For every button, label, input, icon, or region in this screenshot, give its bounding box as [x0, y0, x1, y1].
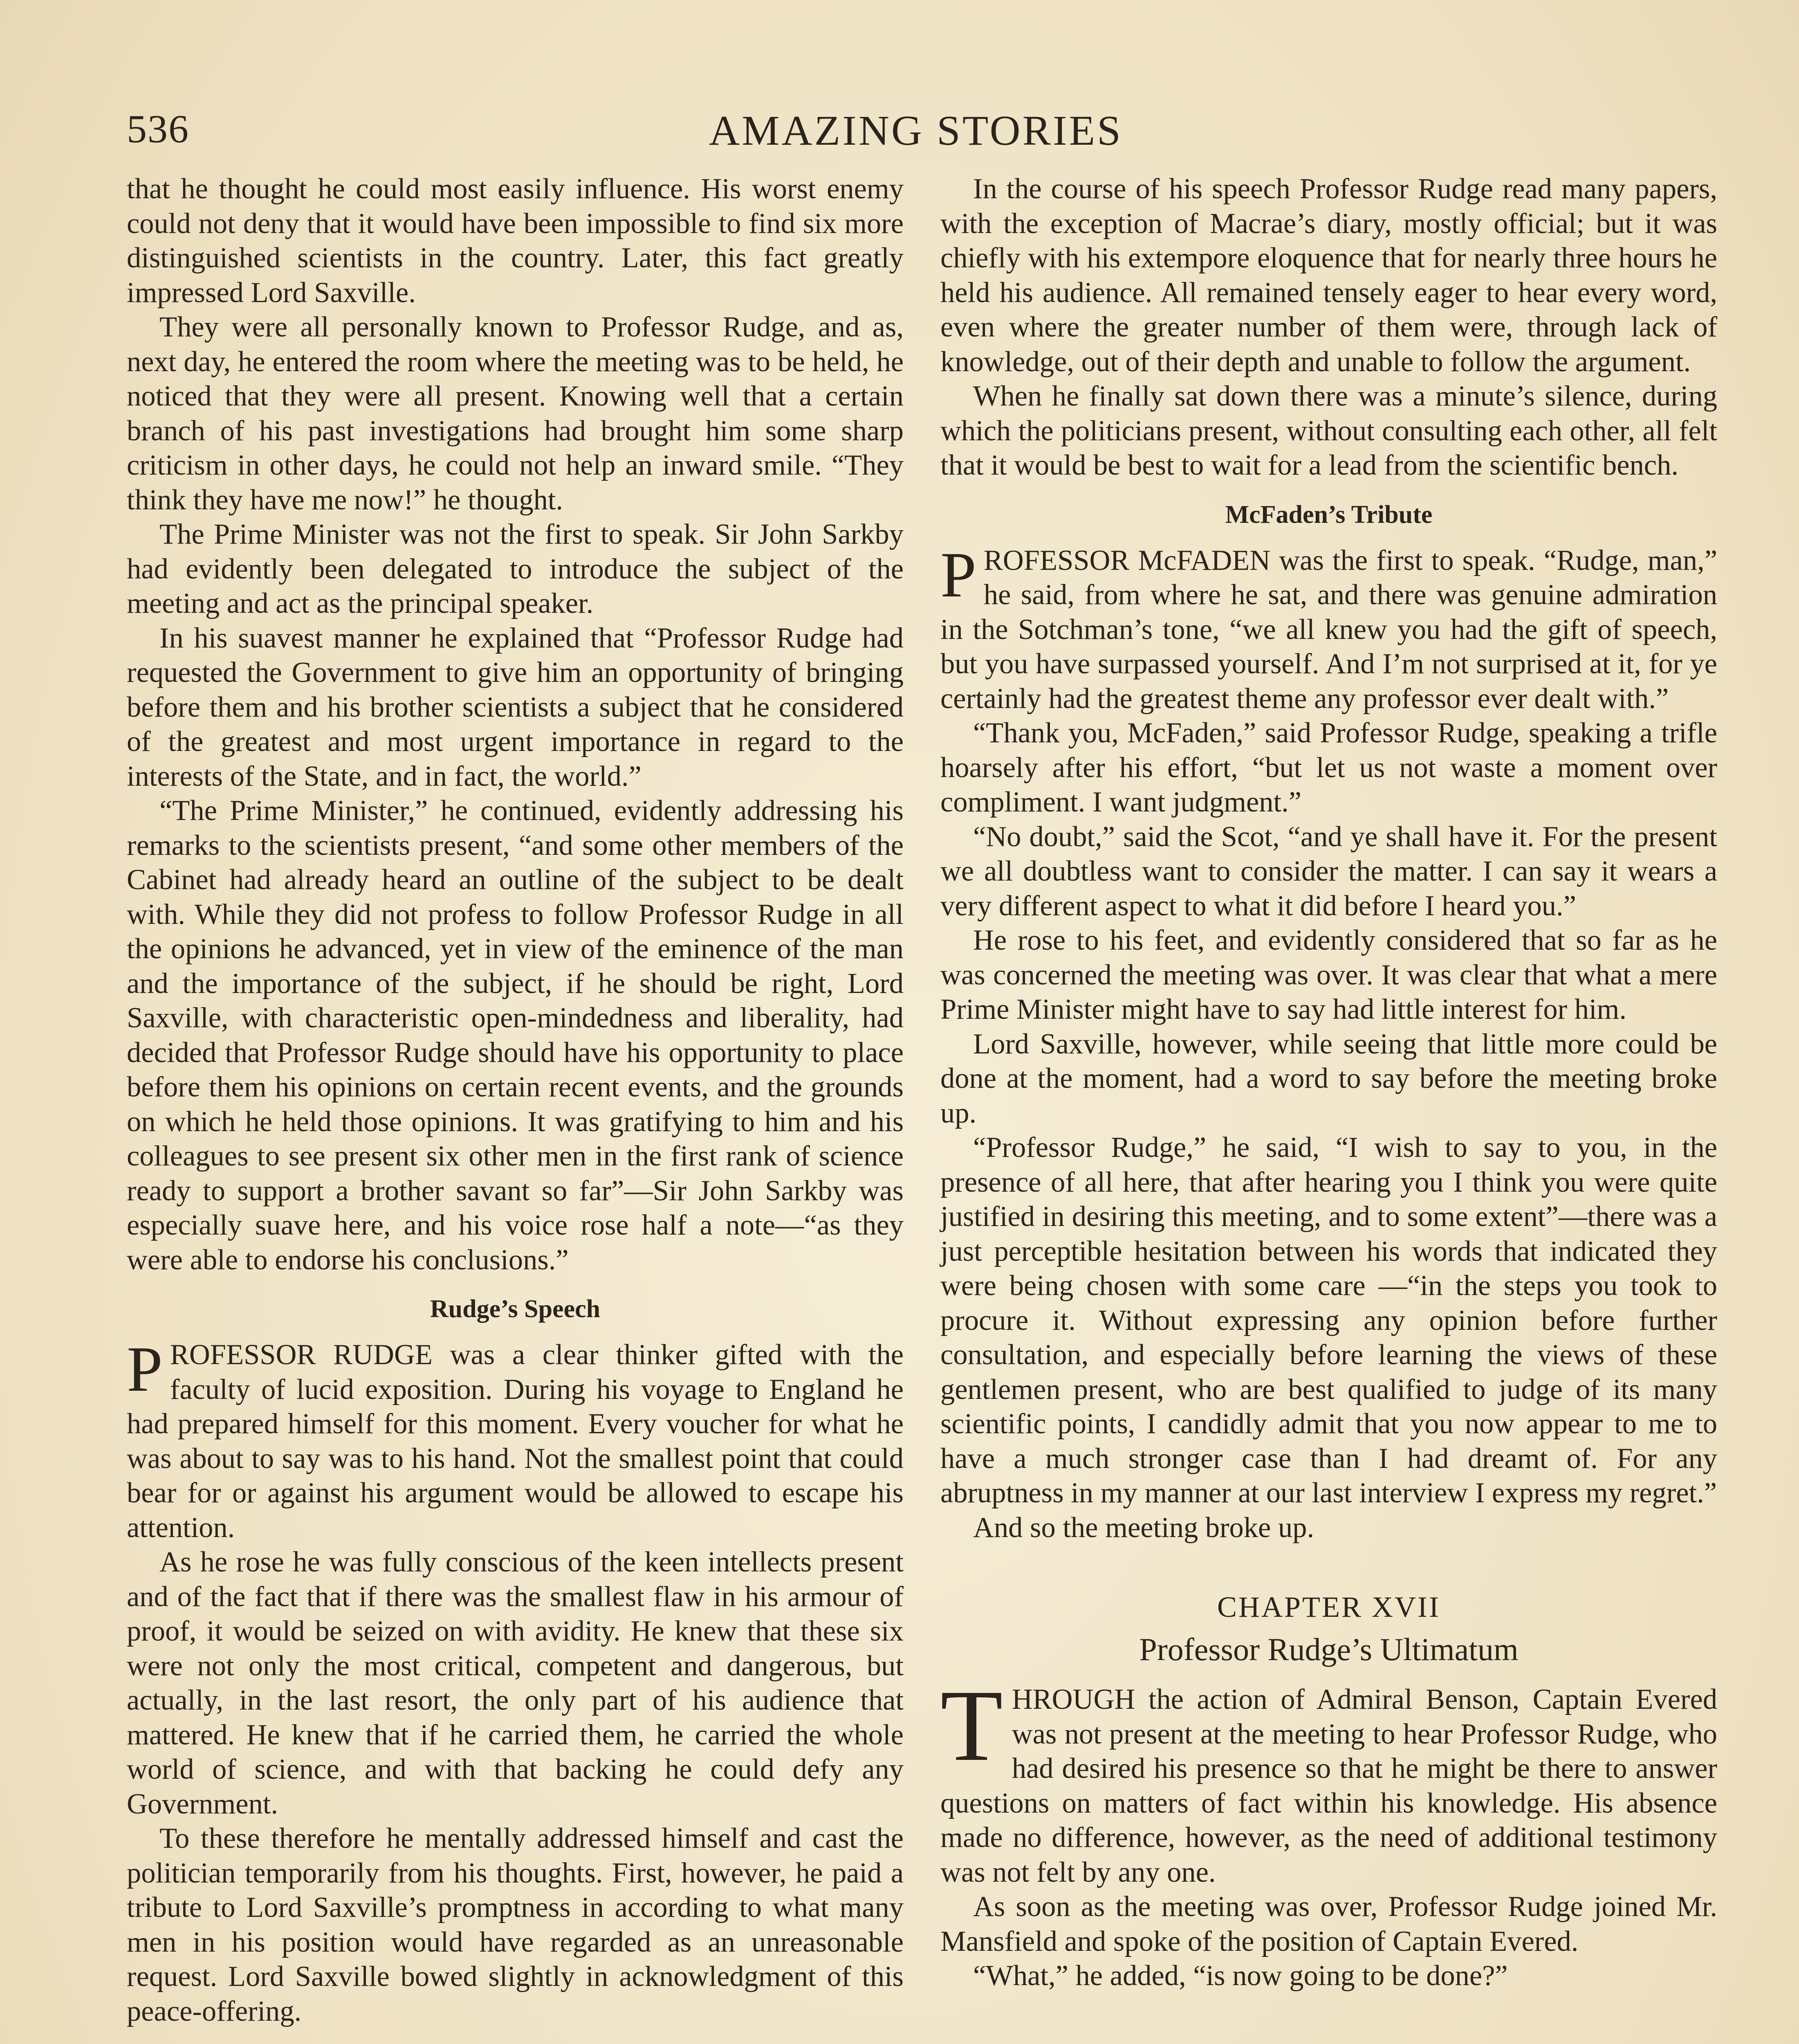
magazine-title: AMAZING STORIES [709, 107, 1123, 154]
paragraph: He rose to his feet, and evidently considered that so far as he was concerned the meeting was over. It was clear that what a mere Prime Minister might have to say had little interest for him. [940, 924, 1717, 1025]
section-subheading: Rudge’s Speech [430, 1295, 601, 1323]
paragraph: “No doubt,” said the Scot, “and ye shall have it. For the present we all doubtless want to consider the matter. I can say it wears a very different aspect to what it did before I heard you.” [940, 820, 1717, 922]
paragraph: The Prime Minister was not the first to speak. Sir John Sarkby had evidently been delegated to introduce the subject of the meeting and act as the principal speaker. [127, 518, 904, 619]
paragraph: that he thought he could most easily influence. His worst enemy could not deny that it would have been impossible to find six more distinguished scientists in the country. Later, this fact greatly impressed Lord Saxville. [127, 173, 904, 309]
paragraph-with-drop-cap [940, 1669, 1717, 1889]
paragraph: “Thank you, McFaden,” said Professor Rudge, speaking a trifle hoarsely after his effort, “but let us not waste a moment over compliment. I want judgment.” [940, 717, 1717, 818]
paragraph-text: ROFESSOR RUDGE was a clear thinker gifted with the faculty of lucid exposition. During his voyage to England he had prepared himself for this moment. Every voucher for what he was about to say was to his hand. Not the smallest point that could bear for or against his argument would be allowed to escape his attention. [127, 1339, 904, 1544]
paragraph-text: HROUGH the action of Admiral Benson, Captain Evered was not present at the meeting to hear Professor Rudge, who had desired his presence so that he might be there to answer questions on matters of fact within his knowledge. His absence made no difference, however, as the need of additional testimony was not felt by any one. [940, 1683, 1717, 1888]
section-subheading: McFaden’s Tribute [1225, 500, 1433, 529]
paragraph: Lord Saxville, however, while seeing that little more could be done at the moment, had a word to say before the meeting broke up. [940, 1028, 1717, 1129]
drop-cap: P [127, 1334, 163, 1405]
paragraph: As he rose he was fully conscious of the keen intellects present and of the fact that if there was the smallest flaw in his armour of proof, it would be seized on with avidity. He knew that these six were not only the most critical, competent and dangerous, but actually, in the last resort, the only part of his audience that mattered. He knew that if he carried them, he carried the whole world of science, and with that backing he could defy any Government. [127, 1546, 904, 1820]
paragraph: “Professor Rudge,” he said, “I wish to say to you, in the presence of all here, that after hearing you I think you were quite justified in desiring this meeting, and to some extent”—there was a just perceptible hesitation between his words that indicated they were being chosen with some care —“in the steps you took to procure it. Without expressing any opinion before further consultation, and especially before learning the views of these gentlemen present, who are best qualified to judge of its many scientific points, I candidly admit that you now appear to me to have a much stronger case than I had dreamt of. For any abruptness in my manner at our last interview I express my regret.” [940, 1132, 1717, 1509]
paragraph: When he finally sat down there was a minute’s silence, during which the politicians present, without consulting each other, all felt that it would be best to wait for a lead from the scientific bench. [940, 380, 1717, 481]
chapter-title: Professor Rudge’s Ultimatum [1139, 1632, 1519, 1667]
page-number: 536 [127, 107, 189, 151]
left-column [127, 172, 904, 2028]
right-column [940, 172, 1717, 1993]
paragraph-with-drop-cap [940, 539, 1717, 716]
paragraph: “What,” he added, “is now going to be done?” [973, 1960, 1508, 1992]
paragraph: And so the meeting broke up. [973, 1511, 1314, 1544]
page-header [127, 98, 1705, 159]
chapter-heading: CHAPTER XVII [1217, 1591, 1440, 1623]
paragraph: In the course of his speech Professor Rudge read many papers, with the exception of Macrae’s diary, mostly official; but it was chiefly with his extempore eloquence that for nearly three hours he held his audience. All remained tensely eager to hear every word, even where the greater number of them were, through lack of knowledge, out of their depth and unable to follow the argument. [940, 173, 1717, 378]
paragraph: As soon as the meeting was over, Professor Rudge joined Mr. Mansfield and spoke of the position of Captain Evered. [940, 1891, 1717, 1957]
drop-cap: P [940, 539, 976, 611]
paragraph: To these therefore he mentally addressed himself and cast the politician temporarily from his thoughts. First, however, he paid a tribute to Lord Saxville’s promptness in according to what many men in his position would have regarded as an unreasonable request. Lord Saxville bowed slightly in acknowledgment of this peace-offering. [127, 1822, 904, 2027]
paragraph: In his suavest manner he explained that “Professor Rudge had requested the Government to give him an opportunity of bringing before them and his brother scientists a subject that he considered of the greatest and most urgent importance in regard to the interests of the State, and in fact, the world.” [127, 622, 904, 792]
paragraph-with-drop-cap [127, 1334, 904, 1545]
paragraph: “The Prime Minister,” he continued, evidently addressing his remarks to the scientists present, “and some other members of the Cabinet had already heard an outline of the subject to be dealt with. While they did not profess to follow Professor Rudge in all the opinions he advanced, yet in view of the eminence of the man and the importance of the subject, if he should be right, Lord Saxville, with characteristic open-mindedness and liberality, had decided that Professor Rudge should have his opportunity to place before them his opinions on certain recent events, and the grounds on which he held those opinions. It was gratifying to him and his colleagues to see present six other men in the first rank of science ready to support a brother savant so far”—Sir John Sarkby was especially suave here, and his voice rose half a note—“as they were able to endorse his conclusions.” [127, 795, 904, 1276]
paragraph-text: ROFESSOR McFADEN was the first to speak. “Rudge, man,” he said, from where he sat, and there was genuine admiration in the Sotchman’s tone, “we all knew you had the gift of speech, but you have surpassed yourself. And I’m not surprised at it, for ye certainly had the greatest theme any professor ever dealt with.” [940, 544, 1717, 715]
drop-cap: T [940, 1669, 1003, 1782]
paragraph: They were all personally known to Professor Rudge, and as, next day, he entered the room where the meeting was to be held, he noticed that they were all present. Knowing well that a certain branch of his past investigations had brought him some sharp criticism in other days, he could not help an inward smile. “They think they have me now!” he thought. [127, 311, 904, 516]
